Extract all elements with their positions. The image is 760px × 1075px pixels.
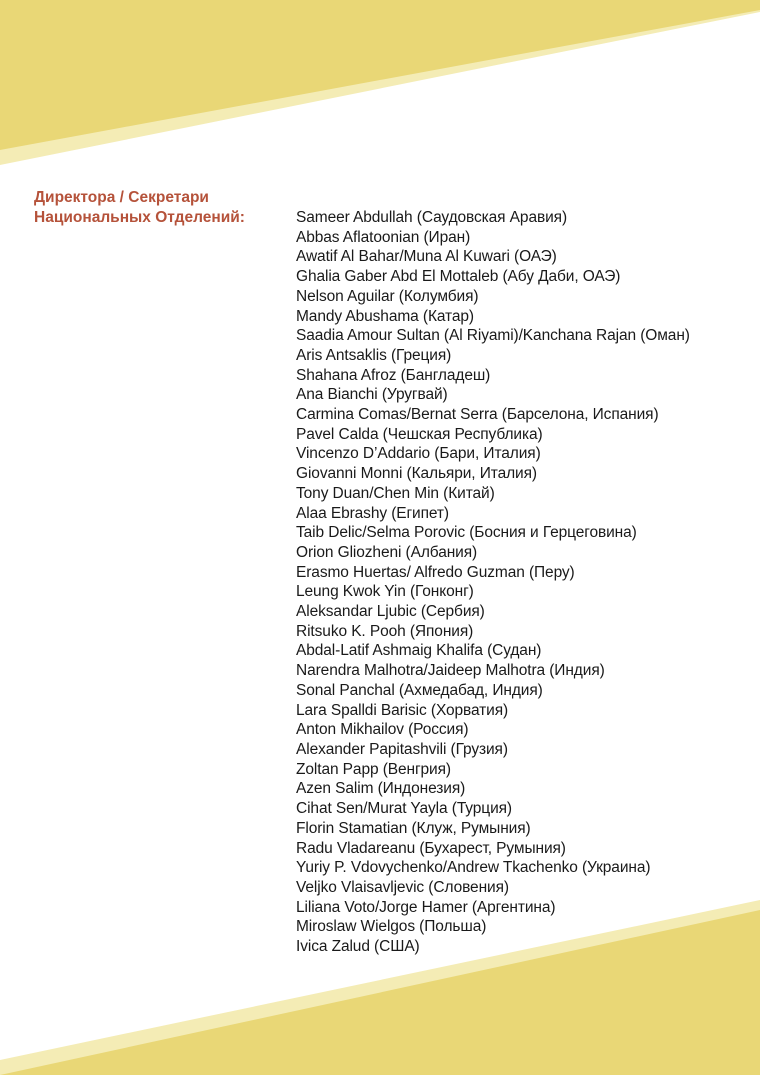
list-item: Mandy Abushama (Катар) (296, 307, 474, 325)
top-banner (0, 0, 760, 180)
list-item: Pavel Calda (Чешская Республика) (296, 425, 543, 443)
list-item: Azen Salim (Индонезия) (296, 780, 466, 798)
list-item: Lara Spalldi Barisic (Хорватия) (296, 701, 509, 719)
list-item: Taib Delic/Selma Porovic (Босния и Герцеговина) (296, 524, 637, 542)
heading-line-1: Директора / Секретари (34, 189, 209, 206)
list-item: Veljko Vlaisavljevic (Словения) (296, 878, 509, 896)
bottom-banner (0, 900, 760, 1075)
directors-list (296, 208, 690, 957)
list-item: Liliana Voto/Jorge Hamer (Аргентина) (296, 898, 556, 916)
list-item: Miroslaw Wielgos (Польша) (296, 918, 487, 936)
list-item: Florin Stamatian (Клуж, Румыния) (296, 819, 531, 837)
top-banner-dark (0, 0, 760, 150)
list-item: Zoltan Papp (Венгрия) (296, 760, 451, 778)
bottom-banner-dark (0, 910, 760, 1075)
list-item: Alexander Papitashvili (Грузия) (296, 740, 508, 758)
list-item: Ghalia Gaber Abd El Mottaleb (Абу Даби, ОАЭ) (296, 268, 621, 286)
list-item: Anton Mikhailov (Россия) (296, 721, 469, 739)
list-item: Nelson Aguilar (Колумбия) (296, 287, 479, 305)
list-item: Leung Kwok Yin (Гонконг) (296, 583, 474, 601)
list-item: Yuriy P. Vdovychenko/Andrew Tkachenko (Украина) (296, 859, 651, 877)
list-item: Aris Antsaklis (Греция) (296, 346, 452, 364)
list-item: Cihat Sen/Murat Yayla (Турция) (296, 800, 512, 818)
heading-line-2: Национальных Отделений: (34, 209, 245, 226)
list-item: Tony Duan/Chen Min (Китай) (296, 484, 495, 502)
list-item: Saadia Amour Sultan (Al Riyami)/Kanchana Rajan (Оман) (296, 327, 690, 345)
list-item: Abdal-Latif Ashmaig Khalifa (Судан) (296, 642, 542, 660)
list-item: Sameer Abdullah (Саудовская Аравия) (296, 209, 568, 226)
list-item: Carmina Comas/Bernat Serra (Барселона, Испания) (296, 406, 659, 424)
list-item: Awatif Al Bahar/Muna Al Kuwari (ОАЭ) (296, 248, 557, 266)
list-item: Vincenzo D’Addario (Бари, Италия) (296, 445, 541, 463)
list-item: Radu Vladareanu (Бухарест, Румыния) (296, 839, 566, 857)
list-item: Sonal Panchal (Ахмедабад, Индия) (296, 681, 543, 699)
list-item: Aleksandar Ljubic (Сербия) (296, 603, 485, 621)
list-item: Narendra Malhotra/Jaideep Malhotra (Индия) (296, 662, 605, 680)
list-item: Alaa Ebrashy (Египет) (296, 504, 449, 522)
list-item: Orion Gliozheni (Албания) (296, 543, 478, 561)
list-item: Ritsuko K. Pooh (Япония) (296, 622, 474, 640)
section-heading (34, 188, 245, 228)
list-item: Shahana Afroz (Бангладеш) (296, 366, 491, 384)
list-item: Erasmo Huertas/ Alfredo Guzman (Перу) (296, 563, 575, 581)
list-item: Ana Bianchi (Уругвай) (296, 386, 448, 404)
list-item: Giovanni Monni (Кальяри, Италия) (296, 465, 537, 483)
list-item: Abbas Aflatoonian (Иран) (296, 228, 471, 246)
list-item: Ivica Zalud (США) (296, 938, 420, 956)
